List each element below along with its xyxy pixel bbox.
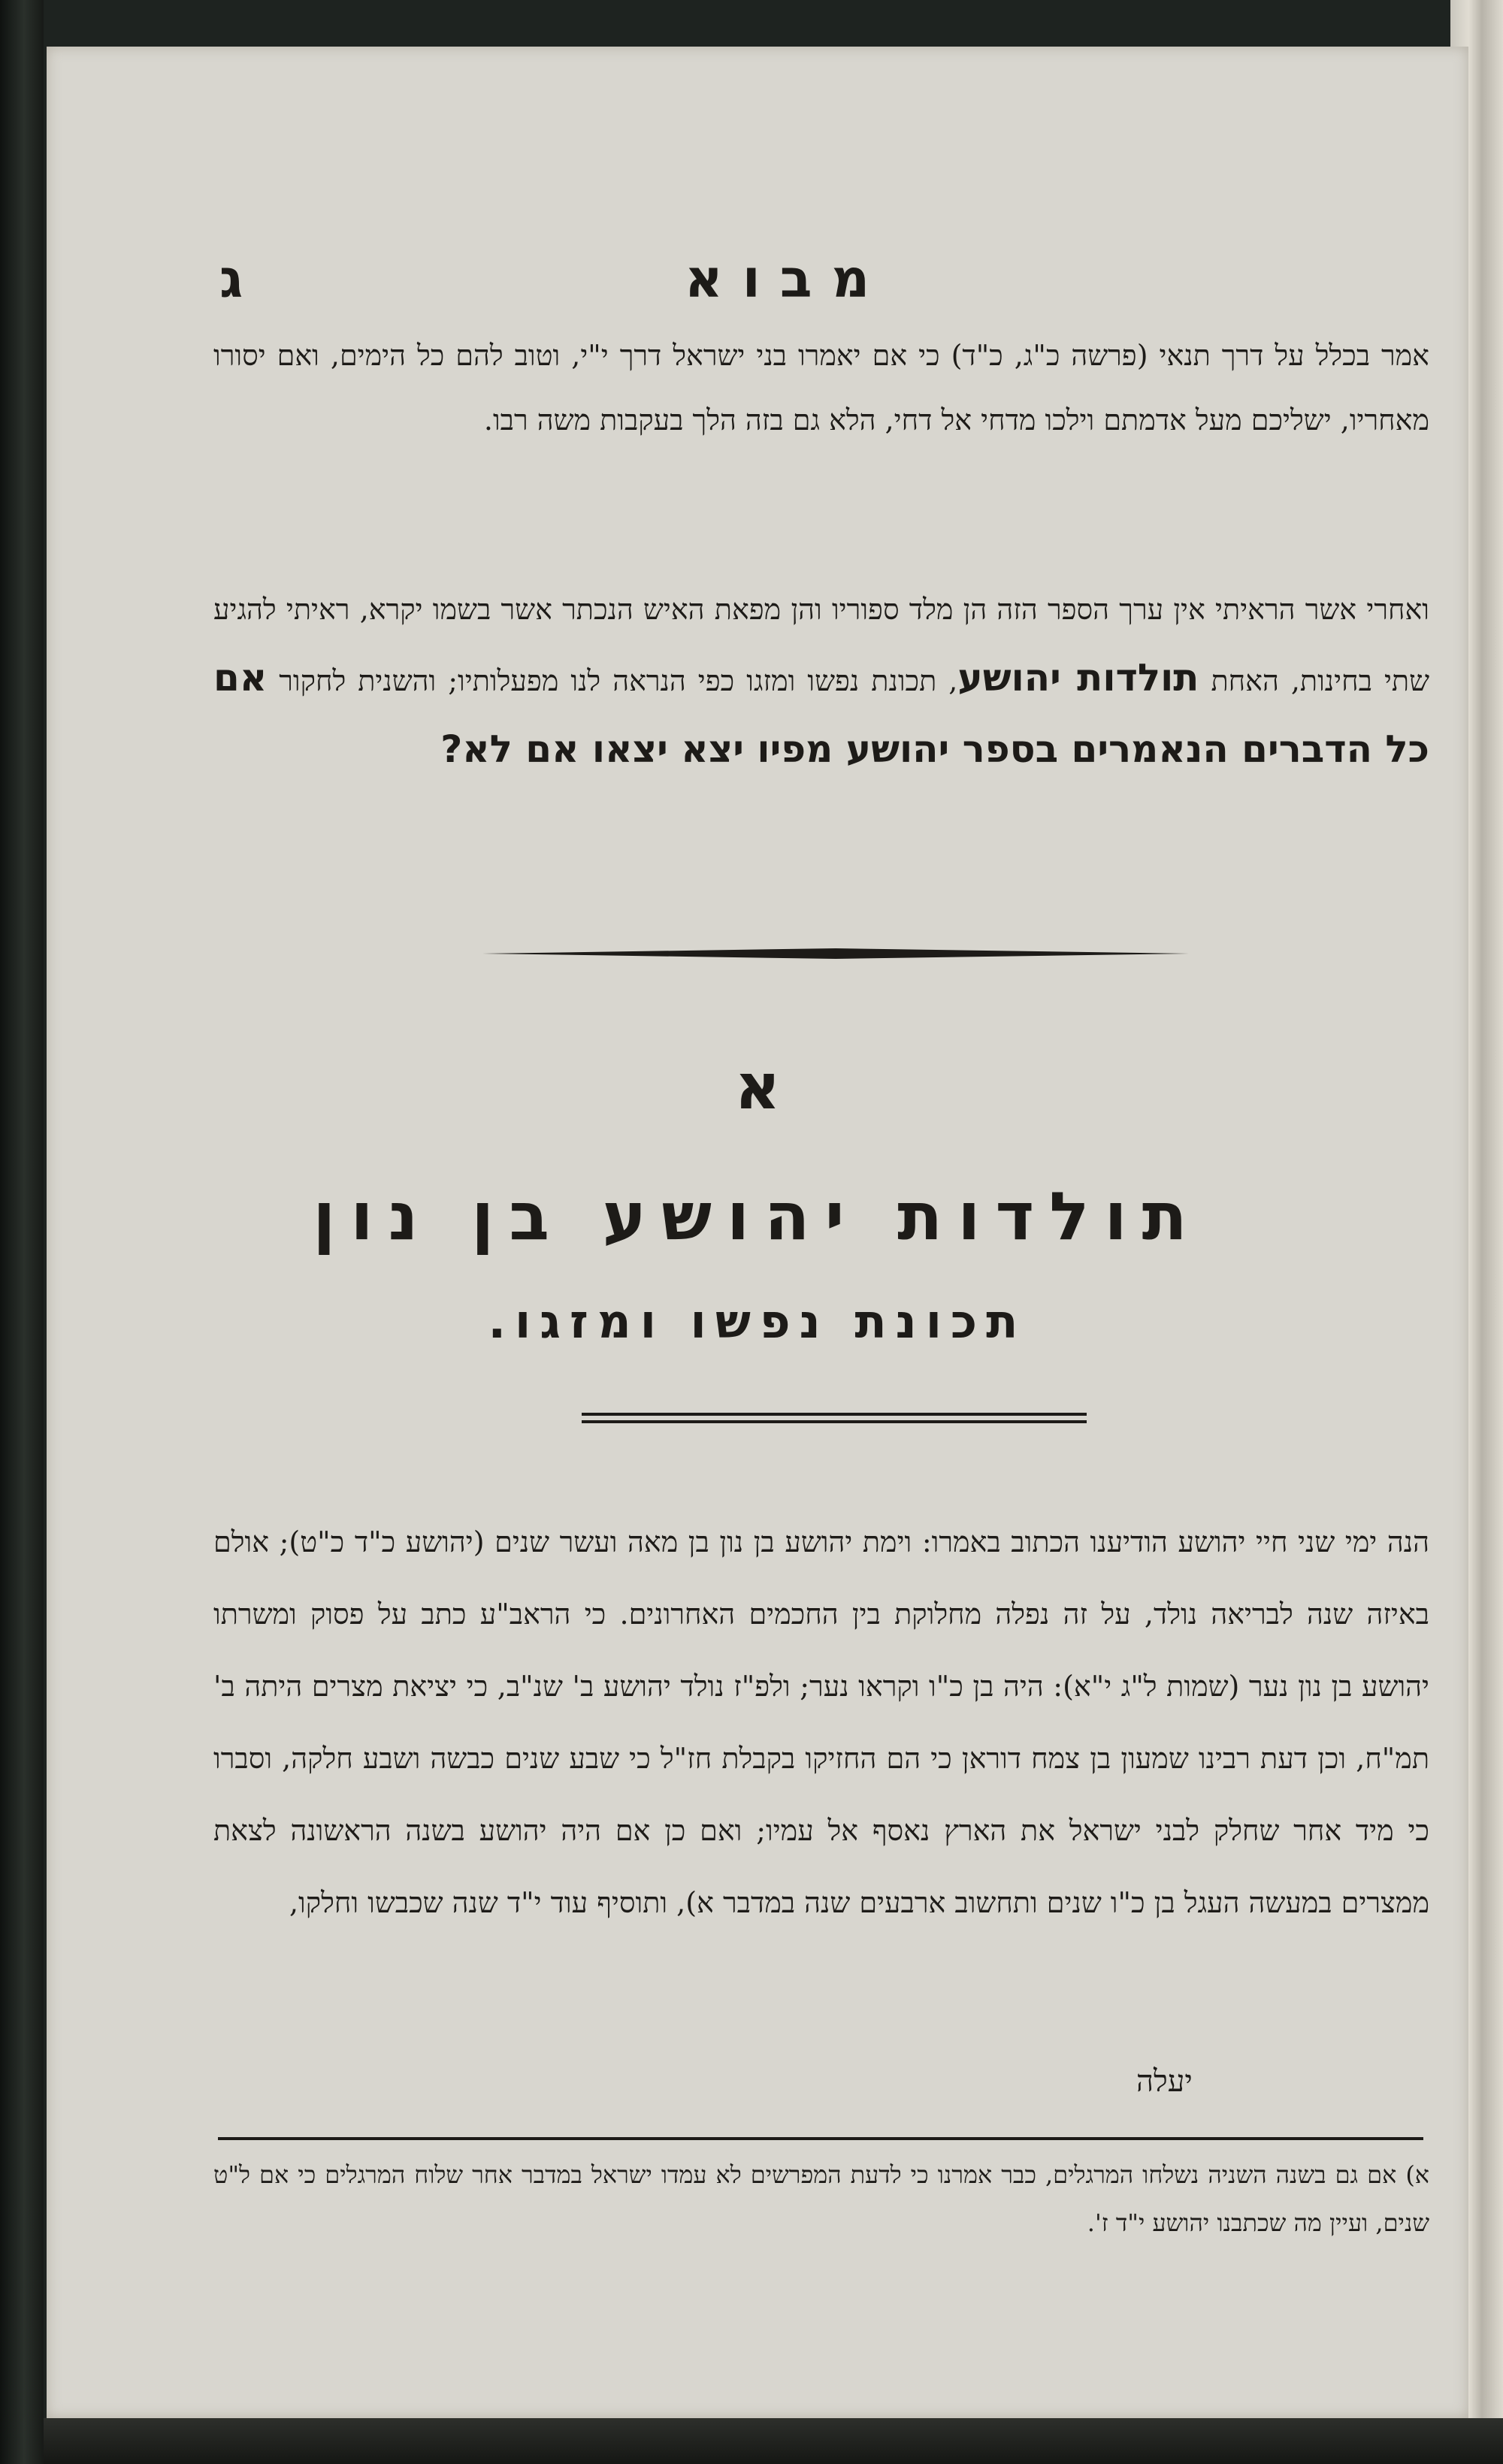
chapter-number: א <box>734 1050 781 1123</box>
page-number: ג <box>219 248 243 310</box>
chapter-body-paragraph: הנה ימי שני חיי יהושע הודיענו הכתוב באמרו: וימת יהושע בן נון בן מאה ועשר שנים (יהושע כ"ד כ"ט); אולם באיזה שנה לבריאה נולד, על זה נפלה מחלוקת בין החכמים האחרונים. כי הראב"ע כתב על פסוק ומשרתו יהושע בן נון נער (שמות ל"ג י"א): היה בן כ"ו וקראו נער; ולפ"ז נולד יהושע ב' שנ"ב, כי יציאת מצרים היתה ב' תמ"ח, וכן דעת רבינו שמעון בן צמח דוראן כי הם החזיקו בקבלת חז"ל כי שבע שנים כבשה ושבע חלקה, וסברו כי מיד אחר שחלק לבני ישראל את הארץ נאסף אל עמיו; ואם כן אם היה יהושע בשנה הראשונה לצאת ממצרים במעשה העגל בן כ"ו שנים ותחשוב ארבעים שנה במדבר א), ותוסיף עוד י"ד שנה שכבשו וחלקו, <box>213 1525 1429 1919</box>
chapter-title: תולדות יהושע בן נון <box>313 1178 1202 1255</box>
para2-lead-text: ואחרי אשר הראיתי אין ערך הספר הזה הן מלד ספוריו והן מפאת האיש הנכתר אשר בשמו יקרא, ראיתי להגיע שתי בחינות, האחת <box>213 593 1429 697</box>
section-divider-rule <box>482 948 1189 959</box>
para2-question-phrase: אם כל הדברים הנאמרים בספר יהושע מפיו יצא יצאו אם לא? <box>213 656 1429 771</box>
chapter-divider-rule <box>582 1413 1087 1423</box>
intro-continuation-paragraph: אמר בכלל על דרך תנאי (פרשה כ"ג, כ"ד) כי אם יאמרו בני ישראל דרך י"י, וטוב להם כל הימים, ואם יסורו מאחריו, ישליכם מעל אדמתם וילכו מדחי אל דחי, הלא גם בזה הלך בעקבות משה רבו. <box>213 339 1429 437</box>
para2-mid-text: , תכונת נפשו ומזגו כפי הנראה לנו מפעלותיו; והשנית לחקור <box>267 664 958 697</box>
book-bottom-edge <box>44 2418 1503 2464</box>
book-page <box>47 47 1468 2418</box>
running-title: מבוא <box>684 248 890 310</box>
intro-second-paragraph <box>213 576 1429 787</box>
para2-title-phrase: תולדות יהושע <box>957 656 1199 700</box>
chapter-subtitle: תכונת נפשו ומזגו. <box>488 1294 1027 1349</box>
book-binding <box>0 0 44 2464</box>
page-header <box>219 248 1354 331</box>
footnote: א) אם גם בשנה השניה נשלחו המרגלים, כבר אמרנו כי לדעת המפרשים לא עמדו ישראל במדבר אחר שלוח המרגלים כי אם ל"ט שנים, ועיין מה שכתבנו יהושע י"ד ז'. <box>213 2160 1430 2237</box>
footnote-rule <box>218 2137 1423 2140</box>
catchword: יעלה <box>1136 2064 1193 2099</box>
